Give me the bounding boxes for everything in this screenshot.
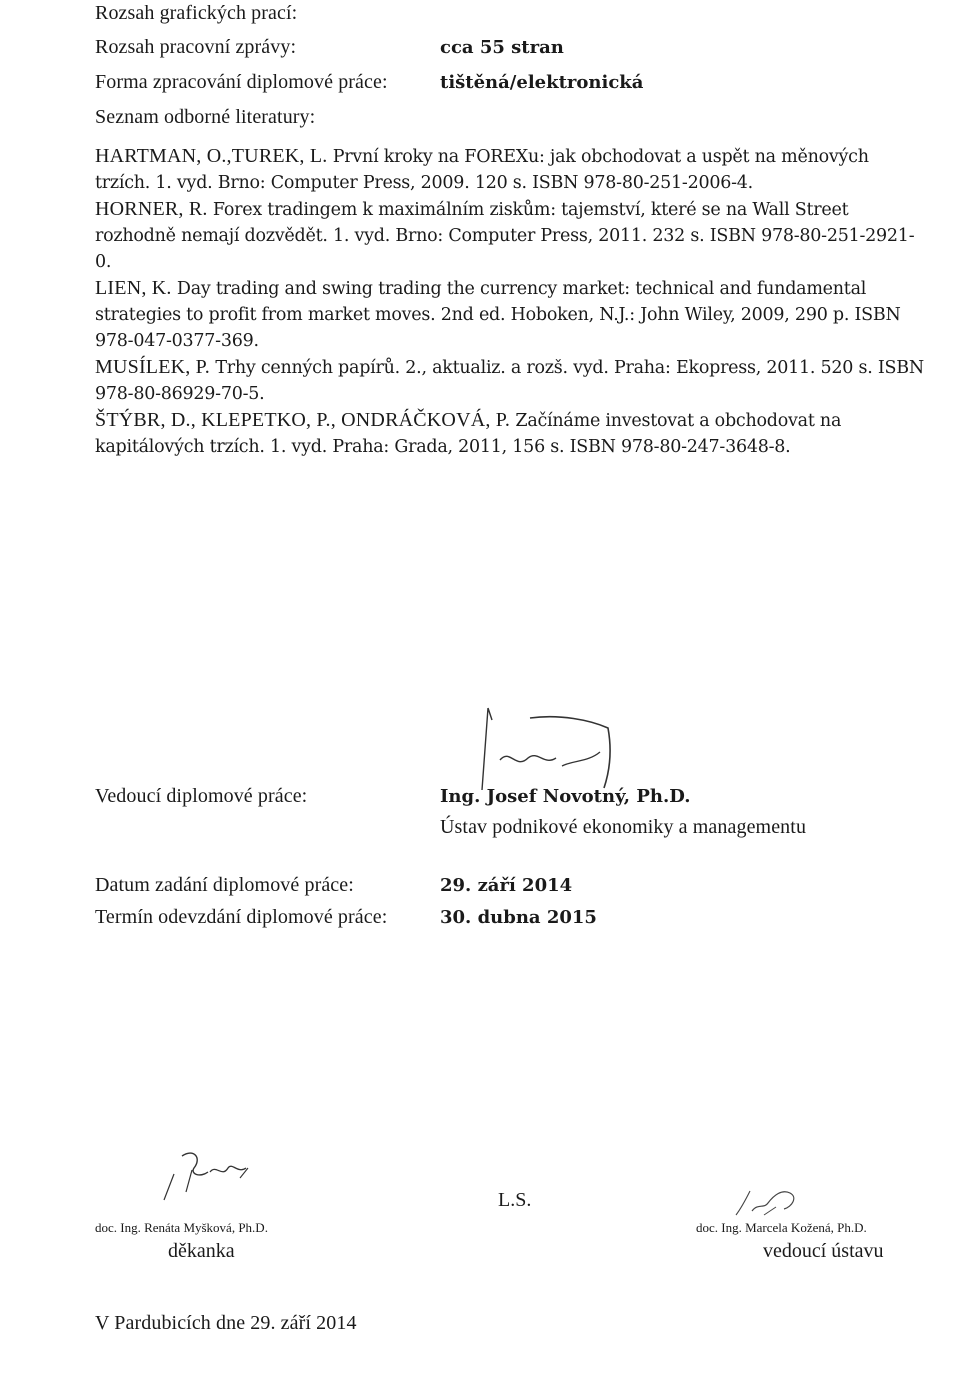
entry-text: Forex tradingem k maximálním ziskům: tajemství, které se na Wall Street rozhodně nemají dozvědět. 1. vyd. Brno: Computer Press, 2011. 232 s. ISBN 978-80-251-2921-0. bbox=[95, 200, 915, 272]
meta-label-graphics: Rozsah grafických prací: bbox=[95, 2, 298, 24]
entry-text: První kroky na FOREXu: jak obchodovat a uspět na měnových trzích. 1. vyd. Brno: Computer Press, 2009. 120 s. ISBN 978-80-251-2006-4. bbox=[95, 147, 869, 193]
meta-label-form: Forma zpracování diplomové práce: bbox=[95, 71, 388, 93]
bibliography-entry bbox=[95, 354, 925, 407]
bibliography-entry bbox=[95, 407, 925, 460]
entry-author: ŠTÝBR, D., KLEPETKO, P., ONDRÁČKOVÁ, P. bbox=[95, 409, 511, 431]
meta-value-form: tištěná/elektronická bbox=[440, 72, 644, 93]
head-name: doc. Ing. Marcela Kožená, Ph.D. bbox=[696, 1220, 867, 1235]
head-role: vedoucí ústavu bbox=[763, 1240, 884, 1262]
entry-author: MUSÍLEK, P. bbox=[95, 356, 210, 378]
entry-text: Začínáme investovat a obchodovat na kapitálových trzích. 1. vyd. Praha: Grada, 2011, 156 s. ISBN 978-80-247-3648-8. bbox=[95, 411, 842, 457]
supervisor-signature bbox=[470, 700, 650, 795]
due-date-label: Termín odevzdání diplomové práce: bbox=[95, 906, 388, 928]
bibliography-entry bbox=[95, 143, 925, 196]
bibliography-list bbox=[95, 143, 925, 460]
entry-text: Trhy cenných papírů. 2., aktualiz. a rozš. vyd. Praha: Ekopress, 2011. 520 s. ISBN 978-80-86929-70-5. bbox=[95, 358, 924, 404]
place-date: V Pardubicích dne 29. září 2014 bbox=[95, 1312, 357, 1334]
dean-name: doc. Ing. Renáta Myšková, Ph.D. bbox=[95, 1220, 268, 1235]
seal-label: L.S. bbox=[498, 1189, 532, 1211]
meta-label-literature: Seznam odborné literatury: bbox=[95, 106, 316, 128]
assigned-date-label: Datum zadání diplomové práce: bbox=[95, 874, 354, 896]
entry-author: HARTMAN, O.,TUREK, L. bbox=[95, 145, 328, 167]
entry-author: LIEN, K. bbox=[95, 277, 172, 299]
supervisor-name: Ing. Josef Novotný, Ph.D. bbox=[440, 786, 691, 807]
head-signature bbox=[728, 1185, 838, 1220]
dean-signature bbox=[150, 1138, 260, 1208]
entry-text: Day trading and swing trading the currency market: technical and fundamental strategies to profit from market moves. 2nd ed. Hoboken, N.J.: John Wiley, 2009, 290 p. ISBN 978-047-0377-369. bbox=[95, 279, 901, 351]
supervisor-label: Vedoucí diplomové práce: bbox=[95, 785, 308, 807]
supervisor-department: Ústav podnikové ekonomiky a managementu bbox=[440, 816, 807, 838]
meta-value-report-length: cca 55 stran bbox=[440, 37, 564, 58]
entry-author: HORNER, R. bbox=[95, 198, 208, 220]
bibliography-entry bbox=[95, 196, 925, 275]
due-date-value: 30. dubna 2015 bbox=[440, 907, 597, 928]
meta-label-report-length: Rozsah pracovní zprávy: bbox=[95, 36, 297, 58]
assigned-date-value: 29. září 2014 bbox=[440, 875, 573, 896]
bibliography-entry bbox=[95, 275, 925, 354]
dean-role: děkanka bbox=[168, 1240, 235, 1262]
